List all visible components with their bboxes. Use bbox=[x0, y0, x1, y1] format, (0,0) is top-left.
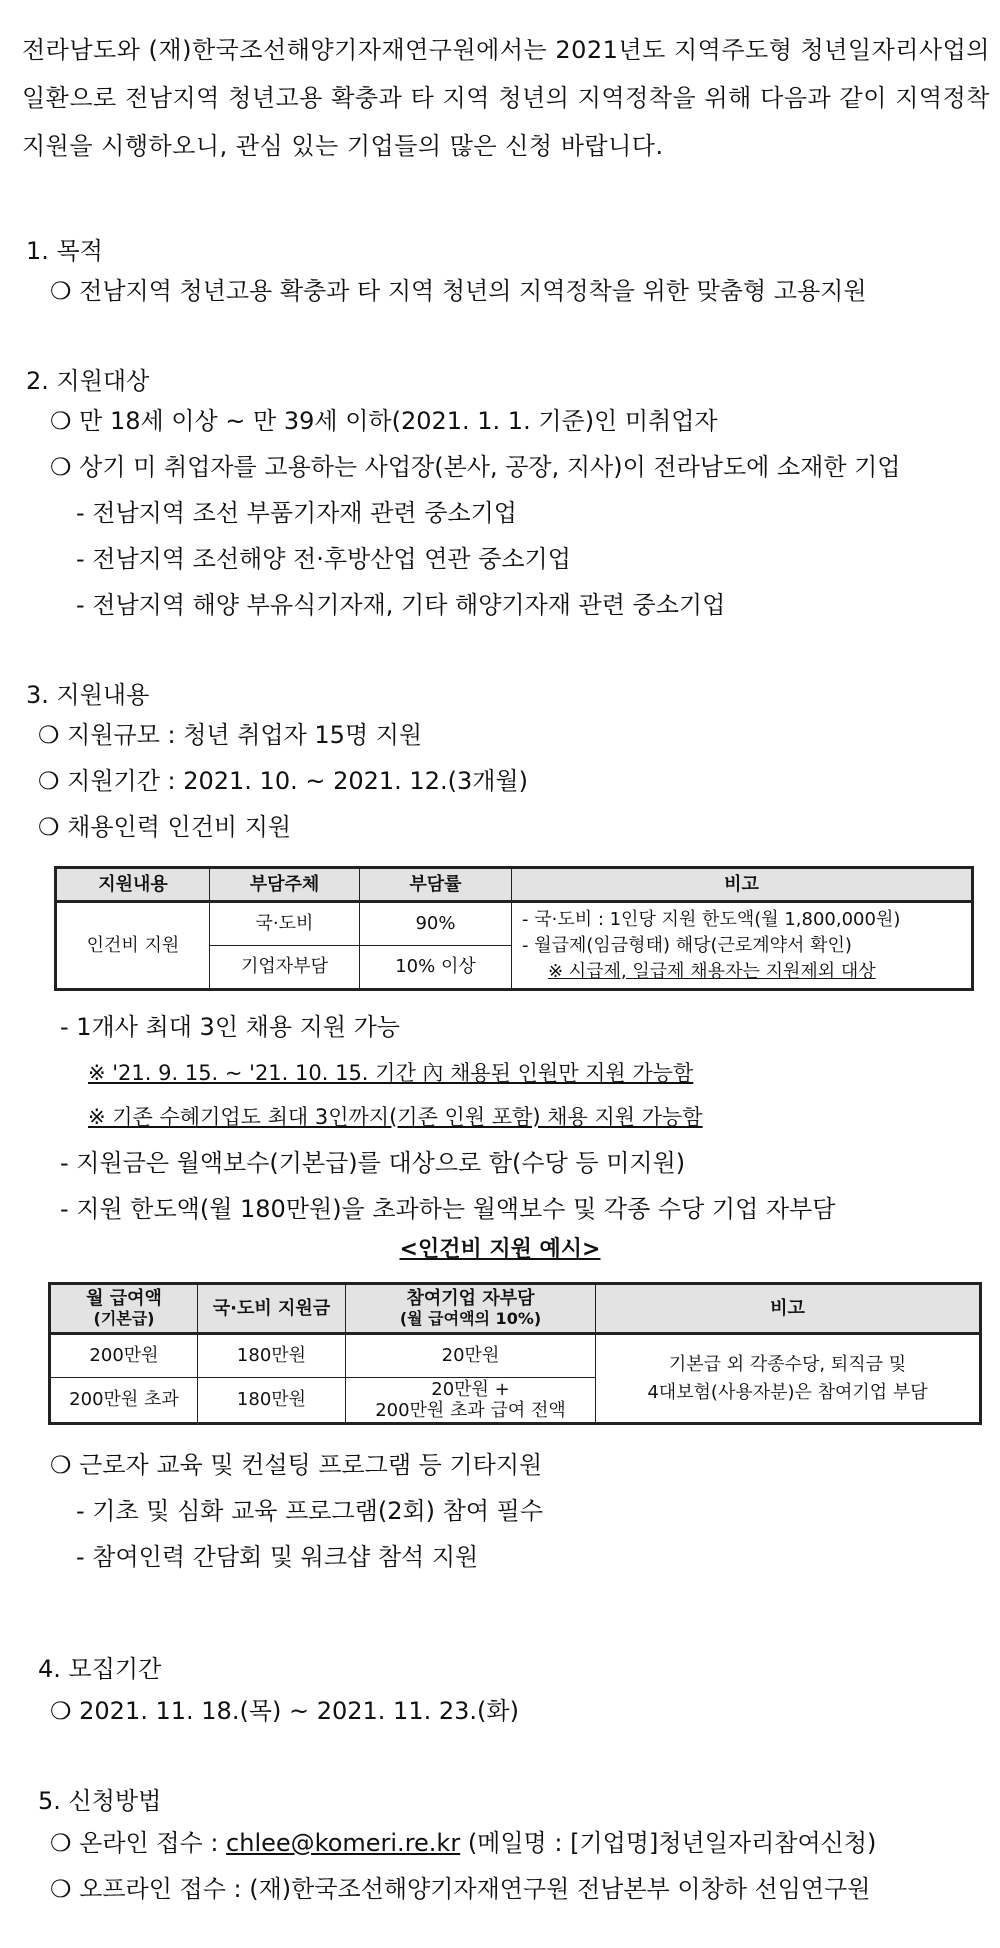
section-4-title: 4. 모집기간 bbox=[38, 1655, 162, 1683]
email-link[interactable]: chlee@komeri.re.kr bbox=[226, 1829, 461, 1857]
table-header bbox=[50, 1284, 198, 1334]
support-note: - 지원 한도액(월 180만원)을 초과하는 월액보수 및 각종 수당 기업 자부담 bbox=[60, 1195, 836, 1223]
table-cell: 20만원 bbox=[346, 1334, 596, 1378]
table-header bbox=[346, 1284, 596, 1334]
online-label: ❍ 온라인 접수 : bbox=[50, 1829, 227, 1857]
table-header: 지원내용 bbox=[56, 868, 210, 902]
table-note: 기본급 외 각종수당, 퇴직금 및 bbox=[668, 1353, 907, 1375]
table-header: 부담주체 bbox=[210, 868, 360, 902]
table-header-line: (기본급) bbox=[93, 1308, 155, 1328]
table-cell: 국·도비 bbox=[210, 902, 360, 946]
table-header-line: (월 급여액의 10%) bbox=[399, 1308, 542, 1328]
table-cell: 200만원 bbox=[50, 1334, 198, 1378]
example-caption: <인건비 지원 예시> bbox=[399, 1237, 601, 1262]
table-header-line: 월 급여액 bbox=[86, 1287, 162, 1309]
table-cell: 180만원 bbox=[198, 1334, 346, 1378]
support-note: - 1개사 최대 3인 채용 지원 가능 bbox=[60, 1013, 400, 1041]
table-cell: 90% bbox=[360, 902, 512, 946]
table-header: 비고 bbox=[512, 868, 973, 902]
table-cell: 인건비 지원 bbox=[56, 902, 210, 990]
cost-example-table bbox=[48, 1282, 982, 1425]
offline-application: ❍ 오프라인 접수 : (재)한국조선해양기자재연구원 전남본부 이창하 선임연구원 bbox=[50, 1875, 871, 1903]
table-header: 부담률 bbox=[360, 868, 512, 902]
section-2-item: ❍ 상기 미 취업자를 고용하는 사업장(본사, 공장, 지사)이 전라남도에 소재한 기업 bbox=[50, 453, 901, 481]
section-5-title: 5. 신청방법 bbox=[38, 1787, 162, 1815]
table-note: - 국·도비 : 1인당 지원 한도액(월 1,800,000원) bbox=[522, 908, 901, 930]
section-1-title: 1. 목적 bbox=[26, 237, 103, 265]
table-note: - 월급제(임금형태) 해당(근로계약서 확인) bbox=[522, 934, 852, 956]
section-2-title: 2. 지원대상 bbox=[26, 367, 150, 395]
section-1-item: ❍ 전남지역 청년고용 확충과 타 지역 청년의 지역정착을 위한 맞춤형 고용지원 bbox=[50, 277, 867, 305]
table-cell-line: 200만원 초과 급여 전액 bbox=[375, 1400, 566, 1421]
section-3-item: ❍ 지원기간 : 2021. 10. ~ 2021. 12.(3개월) bbox=[38, 767, 528, 795]
section-2-subitem: - 전남지역 조선 부품기자재 관련 중소기업 bbox=[76, 499, 517, 527]
online-application bbox=[50, 1826, 876, 1860]
table-cell bbox=[346, 1378, 596, 1424]
section-2-subitem: - 전남지역 조선해양 전·후방산업 연관 중소기업 bbox=[76, 545, 571, 573]
table-note: 4대보험(사용자분)은 참여기업 부담 bbox=[647, 1381, 928, 1403]
section-2-item: ❍ 만 18세 이상 ~ 만 39세 이하(2021. 1. 1. 기준)인 미취업자 bbox=[50, 407, 718, 435]
table-cell: 180만원 bbox=[198, 1378, 346, 1424]
section-3-title: 3. 지원내용 bbox=[26, 681, 150, 709]
section-3-item: ❍ 채용인력 인건비 지원 bbox=[38, 813, 292, 841]
support-cost-table bbox=[54, 866, 974, 991]
section-2-subitem: - 전남지역 해양 부유식기자재, 기타 해양기자재 관련 중소기업 bbox=[76, 591, 726, 619]
recruitment-period: ❍ 2021. 11. 18.(목) ~ 2021. 11. 23.(화) bbox=[50, 1697, 519, 1725]
table-note-cell bbox=[596, 1334, 981, 1424]
support-note: - 지원금은 월액보수(기본급)를 대상으로 함(수당 등 미지원) bbox=[60, 1149, 686, 1177]
table-header: 비고 bbox=[596, 1284, 981, 1334]
intro-paragraph: 전라남도와 (재)한국조선해양기자재연구원에서는 2021년도 지역주도형 청년일자리사업의 일환으로 전남지역 청년고용 확충과 타 지역 청년의 지역정착을 위해 다음과 같이 지역정착지원을 시행하오니, 관심 있는 기업들의 많은 신청 바랍니다. bbox=[22, 36, 990, 160]
table-cell-line: 20만원 + bbox=[431, 1379, 510, 1400]
online-suffix: (메일명 : [기업명]청년일자리참여신청) bbox=[460, 1829, 877, 1857]
other-support-item: ❍ 근로자 교육 및 컨설팅 프로그램 등 기타지원 bbox=[50, 1451, 543, 1479]
support-note: ※ 기존 수혜기업도 최대 3인까지(기존 인원 포함) 채용 지원 가능함 bbox=[88, 1105, 703, 1129]
other-support-subitem: - 기초 및 심화 교육 프로그램(2회) 참여 필수 bbox=[76, 1497, 544, 1525]
table-note: ※ 시급제, 일급제 채용자는 지원제외 대상 bbox=[548, 960, 876, 982]
table-cell: 200만원 초과 bbox=[50, 1378, 198, 1424]
support-note: ※ '21. 9. 15. ~ '21. 10. 15. 기간 內 채용된 인원만 지원 가능함 bbox=[88, 1061, 694, 1085]
table-header: 국·도비 지원금 bbox=[198, 1284, 346, 1334]
table-header-line: 참여기업 자부담 bbox=[406, 1287, 535, 1309]
table-cell: 기업자부담 bbox=[210, 946, 360, 990]
table-cell: 10% 이상 bbox=[360, 946, 512, 990]
section-3-item: ❍ 지원규모 : 청년 취업자 15명 지원 bbox=[38, 721, 423, 749]
other-support-subitem: - 참여인력 간담회 및 워크샵 참석 지원 bbox=[76, 1543, 479, 1571]
table-note-cell bbox=[512, 902, 973, 990]
